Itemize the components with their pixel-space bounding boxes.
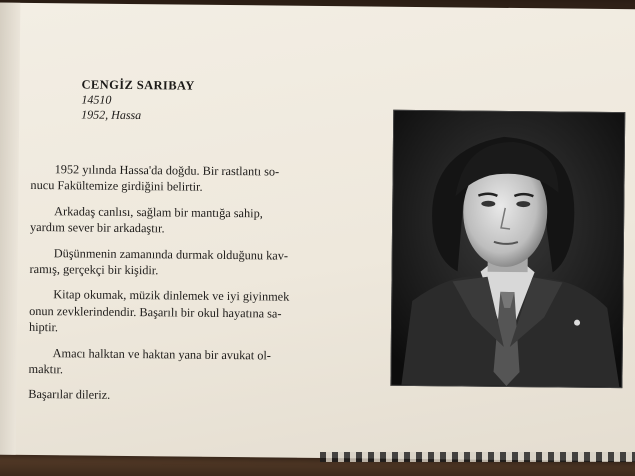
page-binding	[0, 3, 20, 455]
bio-paragraph	[28, 386, 368, 406]
bio-line: Kitap okumak, müzik dinlemek ve iyi giyinmek	[53, 287, 290, 305]
bio-paragraph	[30, 161, 370, 197]
bio-paragraph	[29, 286, 369, 339]
student-birth: 1952, Hassa	[81, 107, 142, 123]
bio-line: 1952 yılında Hassa'da doğdu. Bir rastlantı so-	[54, 162, 280, 179]
student-number: 14510	[81, 92, 112, 107]
bio-line: nucu Fakültemize girdiğini belirtir.	[30, 178, 203, 195]
bio-line: Arkadaş canlısı, sağlam bir mantığa sahip,	[54, 204, 263, 221]
bio-paragraph	[30, 245, 370, 281]
bio-line: Başarılar dileriz.	[28, 387, 111, 403]
student-name: CENGİZ SARIBAY	[81, 77, 195, 93]
portrait-photo	[390, 110, 625, 388]
yearbook-page	[0, 3, 635, 462]
biography-text	[28, 161, 371, 415]
bio-paragraph	[28, 345, 368, 381]
student-header	[81, 77, 341, 125]
bio-line: maktır.	[28, 361, 64, 377]
portrait-photo-icon	[391, 111, 624, 387]
bio-line: yardım sever bir arkadaştır.	[29, 220, 165, 236]
bio-line: hiptir.	[28, 320, 59, 335]
bio-paragraph	[30, 203, 370, 239]
bio-line: Amacı halktan ve haktan yana bir avukat ol-	[52, 345, 271, 363]
bio-line: onun zevklerindendir. Başarılı bir okul hayatına sa-	[29, 303, 282, 321]
bio-line: Düşünmenin zamanında durmak olduğunu kav-	[53, 245, 289, 263]
bio-line: ramış, gerçekçi bir kişidir.	[29, 261, 159, 278]
notebook-edge	[320, 452, 635, 462]
